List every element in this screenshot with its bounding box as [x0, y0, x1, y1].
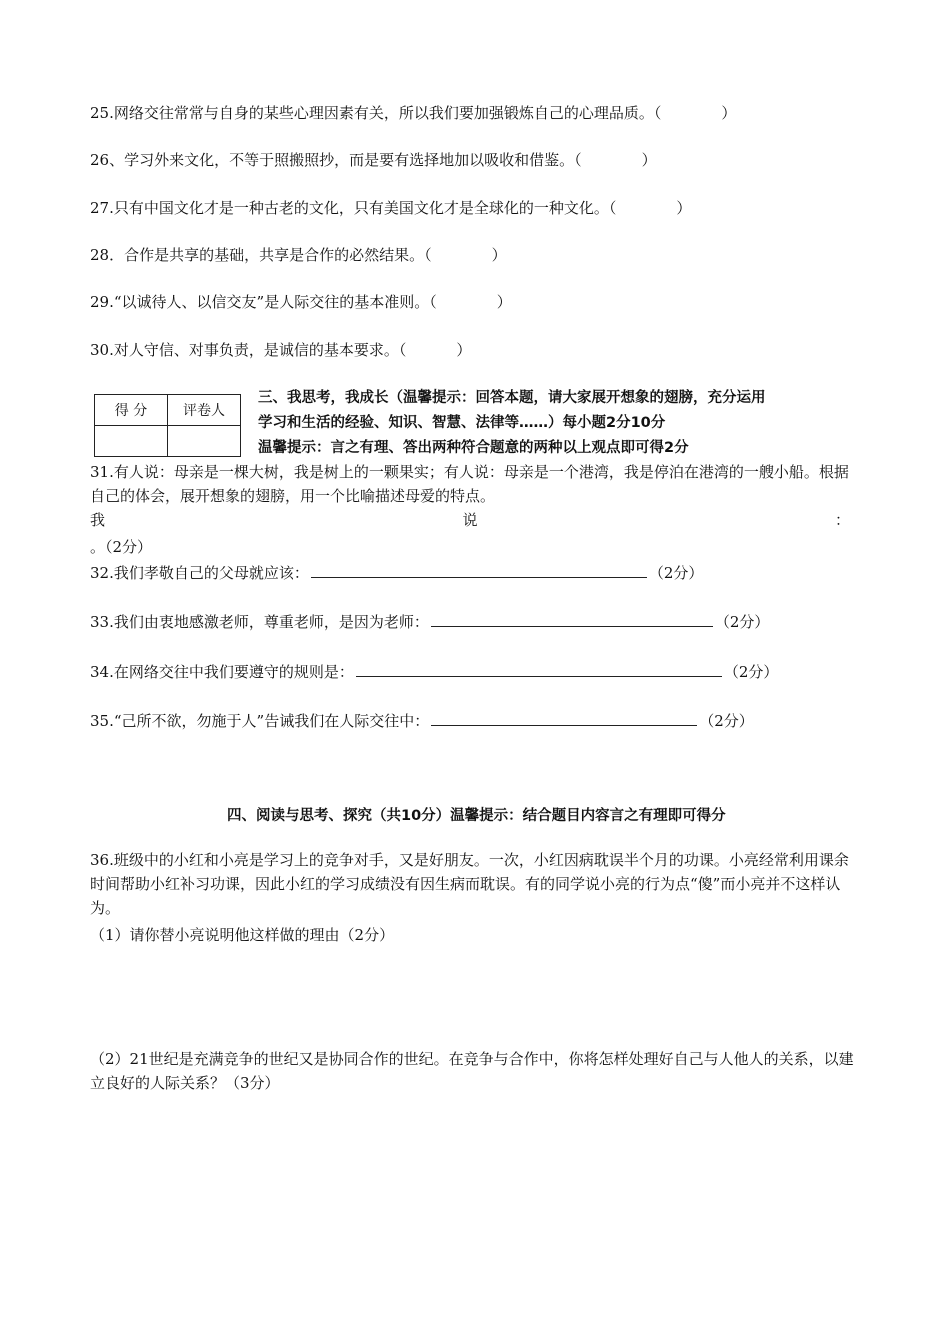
- question-30: 30.对人守信、对事负责，是诚信的基本要求。（ ）: [90, 341, 472, 359]
- question-25: 25.网络交往常常与自身的某些心理因素有关，所以我们要加强锻炼自己的心理品质。（ ）: [90, 104, 737, 122]
- answer-blank-33[interactable]: [431, 610, 713, 627]
- answer-blank-35[interactable]: [431, 709, 697, 726]
- question-31: 31.有人说：母亲是一棵大树，我是树上的一颗果实；有人说：母亲是一个港湾，我是停泊在港湾的一艘小船。根据自己的体会，展开想象的翅膀，用一个比喻描述母爱的特点。: [90, 463, 849, 505]
- question-36-part2: （2）21世纪是充满竞争的世纪又是协同合作的世纪。在竞争与合作中，你将怎样处理好自己与人他人的关系，以建立良好的人际关系？（3分）: [90, 1050, 854, 1092]
- question-33: 33.我们由衷地感激老师，尊重老师，是因为老师： （2分）: [90, 610, 769, 632]
- grader-header: 评卷人: [168, 395, 241, 426]
- question-28: 28．合作是共享的基础，共享是合作的必然结果。（ ）: [90, 246, 507, 264]
- question-36-part1: （1）请你替小亮说明他这样做的理由（2分）: [90, 926, 395, 944]
- section3-heading-line3: 温馨提示：言之有理、答出两种符合题意的两种以上观点即可得2分: [258, 440, 689, 456]
- score-cell[interactable]: [95, 426, 168, 457]
- answer-blank-34[interactable]: [356, 660, 722, 677]
- question-32: 32.我们孝敬自己的父母就应该： （2分）: [90, 561, 703, 583]
- question-31-tail: 。（2分）: [90, 538, 153, 556]
- question-31-answer-row[interactable]: 我 说 ：: [90, 511, 850, 529]
- question-26: 26、学习外来文化，不等于照搬照抄，而是要有选择地加以吸收和借鉴。（ ）: [90, 151, 657, 169]
- answer-blank-32[interactable]: [311, 561, 647, 578]
- question-34: 34.在网络交往中我们要遵守的规则是： （2分）: [90, 660, 778, 682]
- question-35: 35.“己所不欲，勿施于人”告诫我们在人际交往中： （2分）: [90, 709, 754, 731]
- question-27: 27.只有中国文化才是一种古老的文化，只有美国文化才是全球化的一种文化。（ ）: [90, 199, 692, 217]
- section4-heading: 四、阅读与思考、探究（共10分）温馨提示：结合题目内容言之有理即可得分: [227, 808, 726, 824]
- score-table: [94, 394, 241, 457]
- score-header: 得 分: [95, 395, 168, 426]
- section3-heading-line2: 学习和生活的经验、知识、智慧、法律等……）每小题2分10分: [258, 415, 666, 431]
- grader-cell[interactable]: [168, 426, 241, 457]
- question-29: 29.“以诚待人、以信交友”是人际交往的基本准则。（ ）: [90, 293, 512, 311]
- section3-heading-line1: 三、我思考，我成长（温馨提示：回答本题，请大家展开想象的翅膀，充分运用: [258, 390, 766, 406]
- question-36: 36.班级中的小红和小亮是学习上的竞争对手，又是好朋友。一次，小红因病耽误半个月的功课。小亮经常利用课余时间帮助小红补习功课，因此小红的学习成绩没有因生病而耽误。有的同学说小亮的行为点“傻”而小亮并不这样认为。: [90, 851, 849, 917]
